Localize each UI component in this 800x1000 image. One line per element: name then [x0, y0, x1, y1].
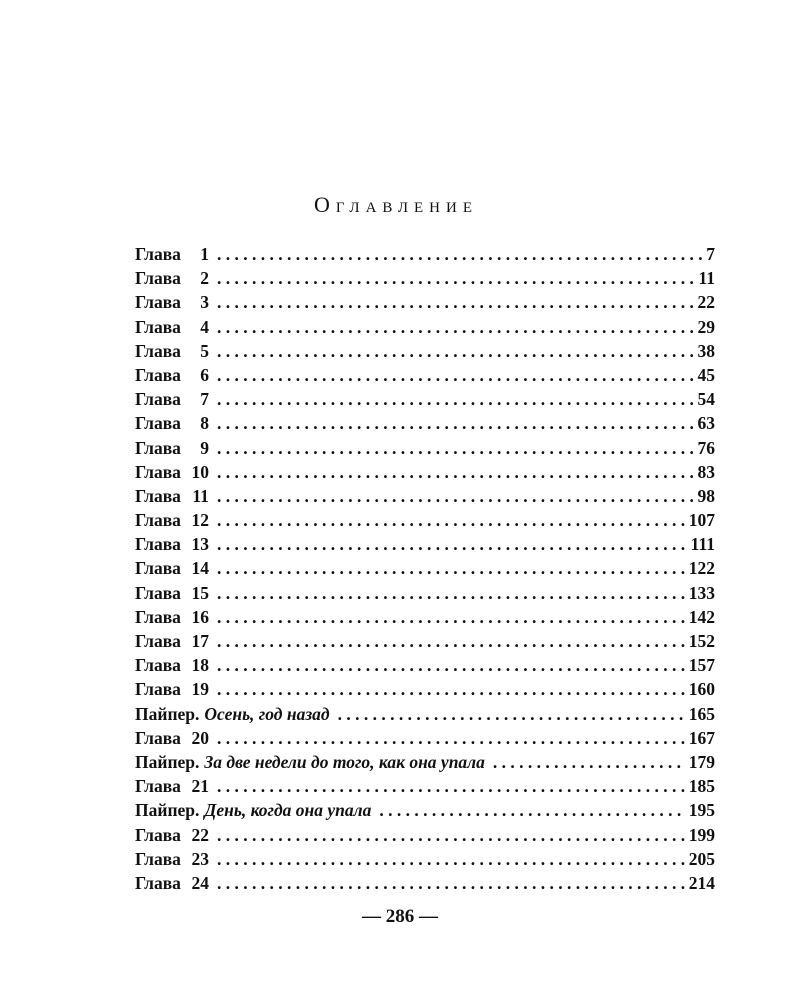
toc-entry — [135, 462, 715, 486]
chapter-word: Глава — [135, 872, 181, 893]
toc-entry — [135, 365, 715, 389]
toc-entry — [135, 486, 715, 510]
dot-leader — [217, 244, 702, 265]
chapter-word: Глава — [135, 292, 181, 313]
page-number: 205 — [688, 848, 715, 869]
toc-entry-label — [135, 655, 209, 676]
chapter-word: Глава — [135, 437, 181, 458]
dot-leader — [379, 800, 684, 821]
toc-entry — [135, 341, 715, 365]
toc-entry-label — [135, 341, 209, 362]
toc-entry — [135, 728, 715, 752]
toc-entry — [135, 413, 715, 437]
chapter-word: Глава — [135, 413, 181, 434]
chapter-number: 10 — [191, 461, 209, 482]
chapter-number: 1 — [200, 244, 209, 264]
toc-entry-label — [135, 849, 209, 870]
chapter-number: 7 — [200, 389, 209, 410]
toc-entry-label — [135, 800, 371, 821]
page-number: 179 — [688, 751, 715, 772]
toc-entry — [135, 389, 715, 413]
toc-entry-label — [135, 389, 209, 410]
page-number: 38 — [697, 340, 715, 361]
chapter-number: 6 — [200, 364, 209, 385]
toc-title: Оглавление — [313, 192, 479, 217]
chapter-number: 19 — [191, 679, 209, 700]
chapter-word: Глава — [135, 558, 181, 579]
dot-leader — [217, 317, 694, 338]
toc-entry — [135, 292, 715, 316]
dot-leader — [217, 655, 685, 676]
dot-leader — [217, 873, 685, 894]
chapter-word: Глава — [135, 824, 181, 845]
toc-entry-label — [135, 607, 209, 628]
page-number: 122 — [688, 558, 715, 579]
toc-entry — [135, 438, 715, 462]
toc-list — [135, 244, 715, 897]
chapter-number: 4 — [200, 316, 209, 337]
toc-entry-label — [135, 704, 330, 725]
dot-leader — [338, 704, 685, 725]
toc-entry-label — [135, 462, 209, 483]
toc-entry — [135, 510, 715, 534]
page-folio: — 286 — — [362, 906, 438, 927]
chapter-word: Глава — [135, 727, 181, 748]
toc-entry-label — [135, 752, 485, 773]
toc-entry — [135, 534, 715, 558]
toc-entry-label — [135, 317, 209, 338]
dot-leader — [217, 825, 685, 846]
chapter-word: Глава — [135, 461, 181, 482]
toc-entry-label — [135, 583, 209, 604]
toc-entry-label — [135, 365, 209, 386]
chapter-number: 18 — [191, 655, 209, 676]
page-number: 29 — [697, 316, 715, 337]
chapter-word: Глава — [135, 244, 181, 264]
page-number: 22 — [697, 292, 715, 313]
toc-entry-label — [135, 873, 209, 894]
dot-leader — [217, 292, 694, 313]
page-number: 165 — [688, 703, 715, 724]
dot-leader — [493, 752, 685, 773]
page-number: 195 — [688, 800, 715, 821]
chapter-number: 16 — [191, 606, 209, 627]
toc-entry-label — [135, 825, 209, 846]
page-number: 107 — [688, 510, 715, 531]
toc-entry — [135, 655, 715, 679]
chapter-word: Глава — [135, 534, 181, 555]
dot-leader — [217, 558, 685, 579]
toc-entry — [135, 583, 715, 607]
dot-leader — [217, 365, 694, 386]
chapter-number: 13 — [191, 534, 209, 555]
page-number: 98 — [697, 485, 715, 506]
page-number: 76 — [697, 437, 715, 458]
pov-name: Пайпер. — [135, 703, 200, 724]
dot-leader — [217, 462, 694, 483]
dot-leader — [217, 776, 685, 797]
chapter-number: 20 — [191, 727, 209, 748]
page-number: 7 — [706, 244, 715, 264]
chapter-word: Глава — [135, 655, 181, 676]
dot-leader — [217, 631, 685, 652]
toc-entry-label — [135, 292, 209, 313]
chapter-number: 9 — [200, 437, 209, 458]
chapter-number: 12 — [191, 510, 209, 531]
dot-leader — [217, 413, 694, 434]
chapter-number: 23 — [191, 848, 209, 869]
toc-entry-label — [135, 413, 209, 434]
toc-entry-label — [135, 776, 209, 797]
toc-entry — [135, 776, 715, 800]
page-number: 11 — [698, 268, 715, 289]
toc-entry-label — [135, 631, 209, 652]
toc-entry-pov — [135, 704, 715, 728]
dot-leader — [217, 728, 685, 749]
pov-name: Пайпер. — [135, 800, 200, 821]
toc-entry — [135, 317, 715, 341]
page-number: 152 — [688, 631, 715, 651]
page-number: 111 — [690, 534, 715, 555]
page-number: 45 — [697, 364, 715, 385]
dot-leader — [217, 510, 685, 531]
toc-entry-pov — [135, 752, 715, 776]
toc-entry-label — [135, 679, 209, 700]
toc-entry-label — [135, 486, 209, 507]
dot-leader — [217, 534, 687, 555]
toc-entry — [135, 873, 715, 897]
page-number: 157 — [688, 655, 715, 676]
toc-entry — [135, 679, 715, 703]
page-number: 133 — [688, 582, 715, 603]
chapter-word: Глава — [135, 510, 181, 531]
chapter-number: 8 — [200, 413, 209, 434]
chapter-word: Глава — [135, 848, 181, 869]
page-number: 214 — [688, 872, 715, 893]
toc-entry — [135, 607, 715, 631]
dot-leader — [217, 438, 694, 459]
toc-entry-label — [135, 534, 209, 555]
toc-entry-label — [135, 510, 209, 531]
chapter-word: Глава — [135, 268, 181, 289]
page-number: 63 — [697, 413, 715, 434]
dot-leader — [217, 607, 685, 628]
chapter-number: 2 — [200, 268, 209, 289]
page-number: 199 — [688, 824, 715, 845]
chapter-word: Глава — [135, 582, 181, 603]
page-number: 160 — [688, 679, 715, 700]
chapter-number: 22 — [191, 824, 209, 845]
dot-leader — [217, 341, 694, 362]
chapter-number: 3 — [200, 292, 209, 313]
chapter-word: Глава — [135, 316, 181, 337]
pov-subtitle: День, когда она упала — [204, 800, 372, 821]
chapter-number: 17 — [191, 631, 209, 651]
toc-entry-label — [135, 438, 209, 459]
dot-leader — [217, 679, 685, 700]
pov-subtitle: За две недели до того, как она упала — [204, 751, 485, 772]
toc-entry-pov — [135, 800, 715, 824]
page-number: 83 — [697, 461, 715, 482]
page-number: 54 — [697, 389, 715, 410]
chapter-word: Глава — [135, 606, 181, 627]
toc-entry-label — [135, 558, 209, 579]
toc-entry — [135, 244, 715, 268]
page-number: 142 — [688, 606, 715, 627]
chapter-word: Глава — [135, 679, 181, 700]
dot-leader — [217, 849, 685, 870]
page-number: 185 — [688, 776, 715, 797]
dot-leader — [217, 486, 694, 507]
chapter-number: 24 — [191, 872, 209, 893]
toc-entry — [135, 268, 715, 292]
chapter-word: Глава — [135, 776, 181, 797]
chapter-number: 14 — [191, 558, 209, 579]
chapter-word: Глава — [135, 631, 181, 651]
chapter-word: Глава — [135, 485, 181, 506]
chapter-number: 5 — [200, 340, 209, 361]
toc-entry — [135, 631, 715, 655]
pov-subtitle: Осень, год назад — [204, 703, 330, 724]
page-number: 167 — [688, 727, 715, 748]
dot-leader — [217, 268, 695, 289]
dot-leader — [217, 389, 694, 410]
pov-name: Пайпер. — [135, 751, 200, 772]
chapter-number: 15 — [191, 582, 209, 603]
toc-entry — [135, 558, 715, 582]
toc-entry-label — [135, 728, 209, 749]
chapter-word: Глава — [135, 389, 181, 410]
toc-entry-label — [135, 244, 209, 265]
toc-entry — [135, 849, 715, 873]
chapter-word: Глава — [135, 364, 181, 385]
toc-entry — [135, 825, 715, 849]
toc-entry-label — [135, 268, 209, 289]
dot-leader — [217, 583, 685, 604]
chapter-word: Глава — [135, 340, 181, 361]
chapter-number: 21 — [191, 776, 209, 797]
chapter-number: 11 — [192, 485, 209, 506]
